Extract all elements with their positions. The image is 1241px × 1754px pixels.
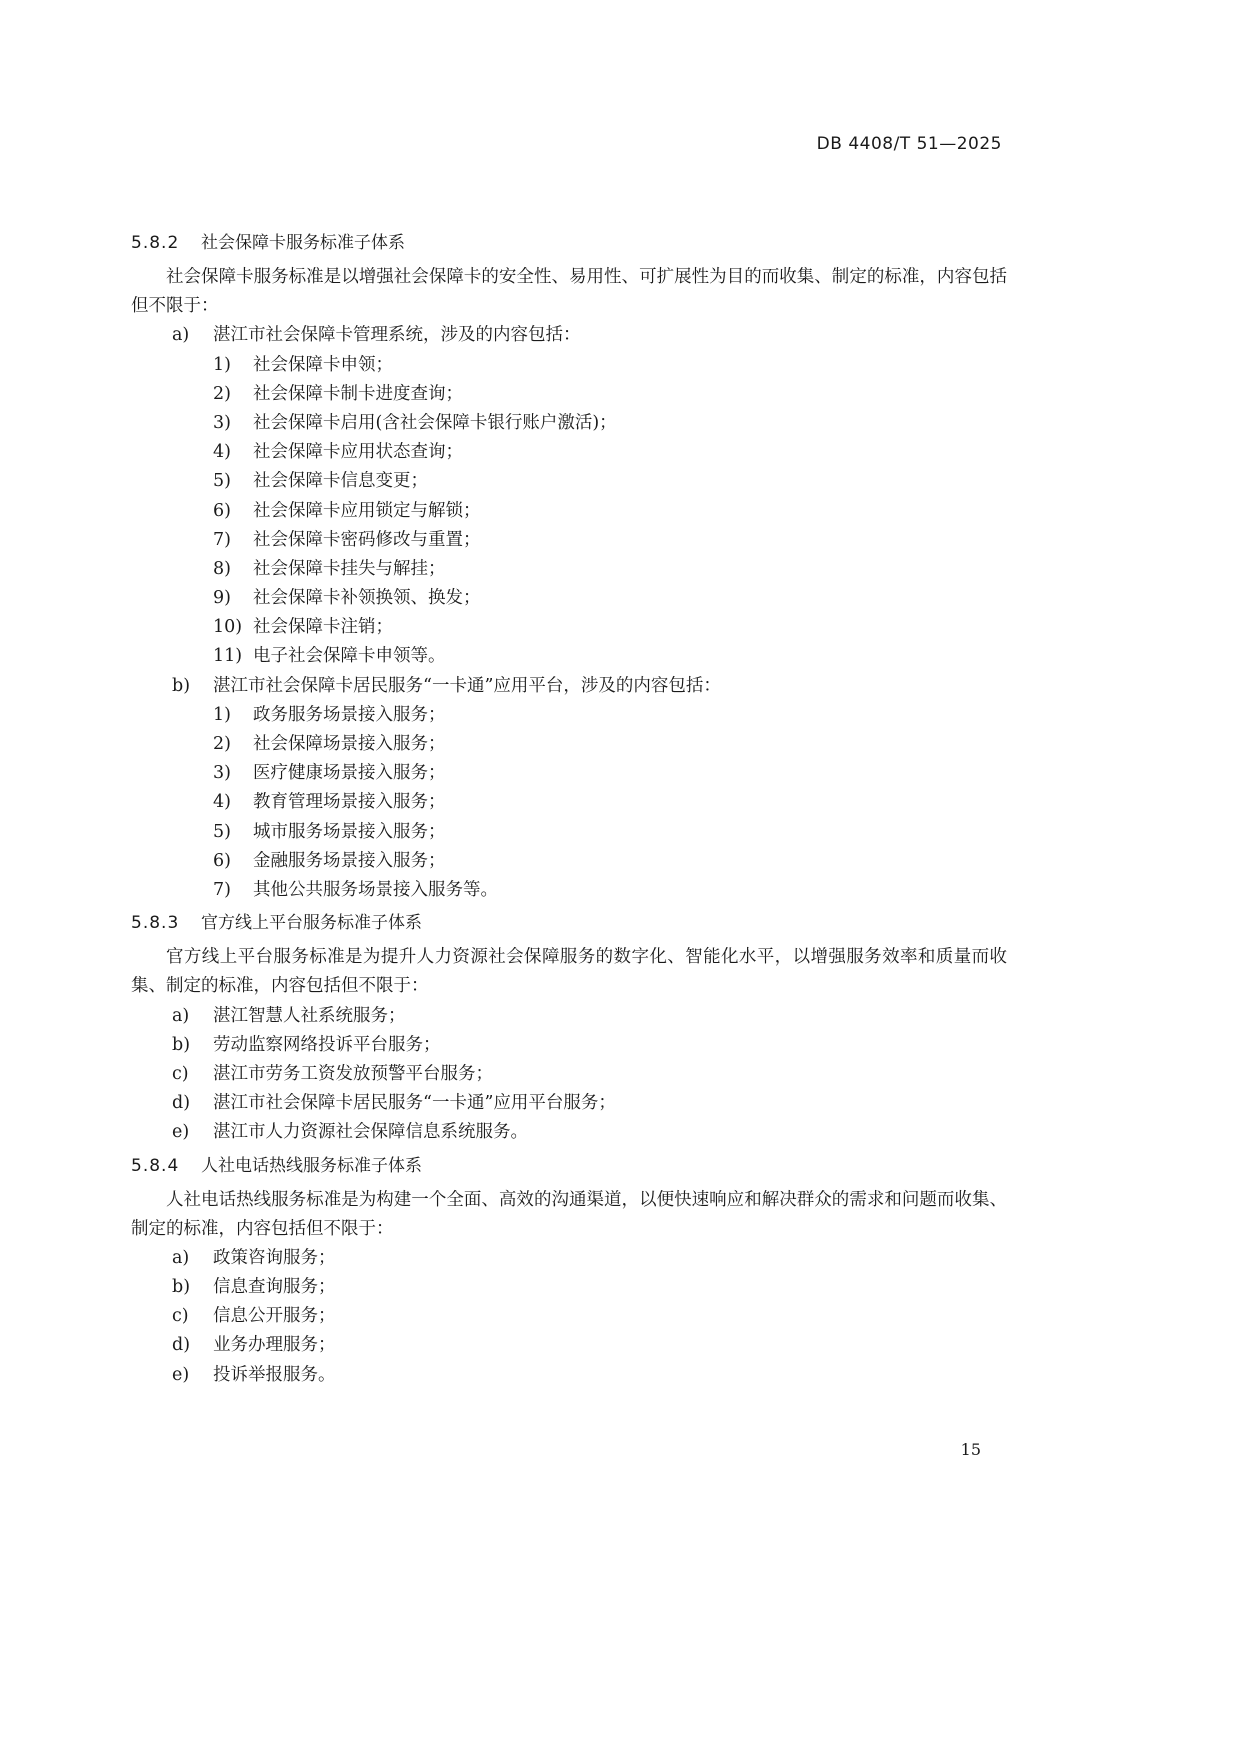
section-title: 官方线上平台服务标准子体系 [201,913,422,934]
sub-list-item [131,701,1007,730]
list-item [131,1031,1007,1060]
sub-list-item [131,438,1007,467]
list-text: 湛江市社会保障卡居民服务“一卡通”应用平台，涉及的内容包括： [213,675,721,696]
section-number: 5.8.2 [131,233,180,253]
list-marker: b) [172,1277,191,1298]
sub-list-item [131,847,1007,876]
list-text: 社会保障场景接入服务； [253,734,446,755]
list-marker: 6) [213,500,231,521]
list-marker: 2) [213,734,231,755]
list-item [131,1244,1007,1273]
list-text: 社会保障卡应用锁定与解锁； [253,500,481,521]
list-marker: 3) [213,763,231,784]
list-item [131,1060,1007,1089]
list-item [131,1089,1007,1118]
list-text: 社会保障卡申领； [253,354,393,375]
list-marker: d) [172,1335,191,1356]
section-number: 5.8.3 [131,913,180,934]
section-heading-5-8-3 [131,907,1007,939]
sub-list-item [131,555,1007,584]
section-heading-5-8-2 [131,227,1007,259]
document-body [131,225,1007,1390]
section-heading-5-8-4 [131,1150,1007,1182]
list-text: 湛江市人力资源社会保障信息系统服务。 [213,1122,528,1143]
list-text: 教育管理场景接入服务； [253,792,446,813]
list-marker: 4) [213,792,231,813]
page-number: 15 [960,1440,981,1459]
list-marker: b) [172,675,191,696]
list-text: 湛江智慧人社系统服务； [213,1005,406,1026]
list-text: 社会保障卡启用(含社会保障卡银行账户激活)； [253,412,617,433]
list-text: 社会保障卡补领换领、换发； [253,588,481,609]
list-marker: c) [172,1063,189,1084]
list-marker: a) [172,325,190,346]
list-item [131,1002,1007,1031]
list-text: 劳动监察网络投诉平台服务； [213,1034,441,1055]
list-text: 社会保障卡挂失与解挂； [253,558,446,579]
list-text: 其他公共服务场景接入服务等。 [253,879,498,900]
list-marker: 4) [213,442,231,463]
list-text: 电子社会保障卡申领等。 [253,646,446,667]
section-intro: 人社电话热线服务标准是为构建一个全面、高效的沟通渠道，以便快速响应和解决群众的需求和问题而收集、制定的标准，内容包括但不限于： [131,1189,1007,1239]
section-title: 社会保障卡服务标准子体系 [201,233,405,253]
section-title: 人社电话热线服务标准子体系 [201,1155,422,1176]
list-marker: d) [172,1093,191,1114]
list-item [131,1331,1007,1360]
list-marker: b) [172,1034,191,1055]
sub-list-item [131,818,1007,847]
sub-list-item [131,409,1007,438]
sub-list-item [131,467,1007,496]
list-text: 城市服务场景接入服务； [253,821,446,842]
list-text: 社会保障卡信息变更； [253,471,428,492]
list-text: 政策咨询服务； [213,1247,336,1268]
list-marker: 6) [213,850,231,871]
sub-list-item [131,788,1007,817]
section-intro: 社会保障卡服务标准是以增强社会保障卡的安全性、易用性、可扩展性为目的而收集、制定的标准，内容包括但不限于： [131,267,1007,317]
list-text: 社会保障卡制卡进度查询； [253,383,463,404]
list-marker: 10) [213,617,243,638]
list-marker: 1) [213,354,231,375]
list-marker: e) [172,1122,190,1143]
list-item [131,1118,1007,1147]
document-code: DB 4408/T 51—2025 [816,134,1002,154]
section-number: 5.8.4 [131,1155,180,1176]
list-marker: 3) [213,412,231,433]
list-text: 政务服务场景接入服务； [253,704,446,725]
list-marker: a) [172,1247,190,1268]
list-text: 湛江市劳务工资发放预警平台服务； [213,1063,493,1084]
list-text: 社会保障卡应用状态查询； [253,442,463,463]
list-item [131,672,1007,701]
list-marker: 8) [213,558,231,579]
sub-list-item [131,759,1007,788]
list-text: 湛江市社会保障卡居民服务“一卡通”应用平台服务； [213,1093,616,1114]
list-marker: 7) [213,529,231,550]
list-text: 信息公开服务； [213,1306,336,1327]
list-text: 社会保障卡注销； [253,617,393,638]
list-marker: 5) [213,821,231,842]
sub-list-item [131,876,1007,905]
sub-list-item [131,526,1007,555]
sub-list-item [131,584,1007,613]
list-text: 湛江市社会保障卡管理系统，涉及的内容包括： [213,325,581,346]
sub-list-item [131,351,1007,380]
list-marker: 11) [213,646,243,667]
list-item [131,1302,1007,1331]
list-item [131,1361,1007,1390]
list-item [131,321,1007,350]
list-text: 业务办理服务； [213,1335,336,1356]
list-marker: 7) [213,879,231,900]
sub-list-item [131,380,1007,409]
list-marker: 1) [213,704,231,725]
list-item [131,1273,1007,1302]
list-text: 信息查询服务； [213,1277,336,1298]
list-text: 社会保障卡密码修改与重置； [253,529,481,550]
list-text: 金融服务场景接入服务； [253,850,446,871]
list-marker: c) [172,1306,189,1327]
list-text: 投诉举报服务。 [213,1364,336,1385]
list-marker: e) [172,1364,190,1385]
list-marker: 2) [213,383,231,404]
section-intro: 官方线上平台服务标准是为提升人力资源社会保障服务的数字化、智能化水平，以增强服务效率和质量而收集、制定的标准，内容包括但不限于： [131,947,1007,997]
list-marker: a) [172,1005,190,1026]
list-marker: 9) [213,588,231,609]
sub-list-item [131,497,1007,526]
sub-list-item [131,613,1007,642]
list-marker: 5) [213,471,231,492]
sub-list-item [131,642,1007,671]
list-text: 医疗健康场景接入服务； [253,763,446,784]
sub-list-item [131,730,1007,759]
